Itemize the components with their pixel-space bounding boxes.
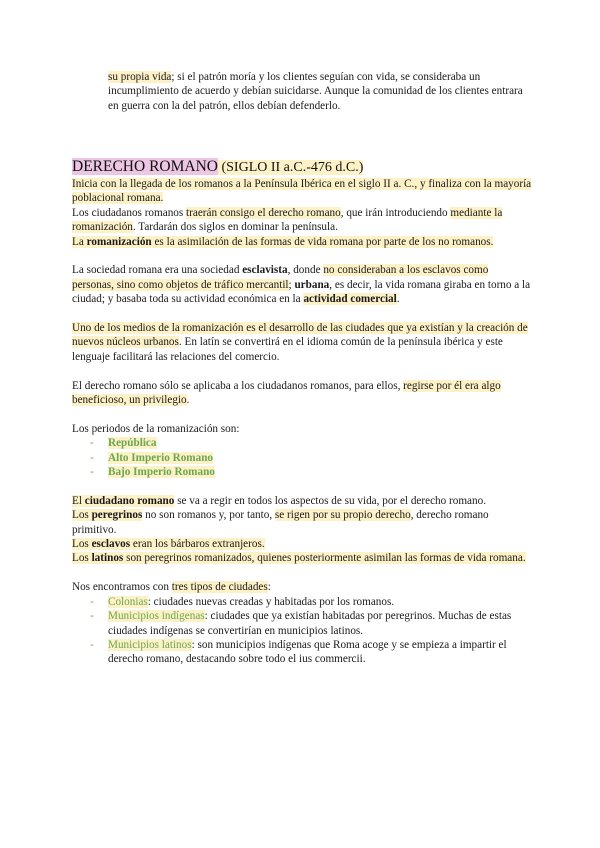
intro-paragraph-2 xyxy=(72,206,532,235)
bold-term: latinos xyxy=(91,552,124,565)
dash-bullet: - xyxy=(90,638,94,651)
dash-bullet: - xyxy=(90,451,94,464)
highlight-text: Los xyxy=(72,509,92,522)
highlight-text: se rigen por su propio derecho xyxy=(274,509,411,522)
text-span: El derecho romano sólo se aplicaba a los ciudadanos romanos, para ellos, xyxy=(72,379,404,392)
bold-term: esclavista xyxy=(242,264,288,277)
ciudadano-paragraph xyxy=(72,494,532,508)
period-alto-imperio: Alto Imperio Romano xyxy=(108,451,214,464)
highlight-text: regirse por él era algo beneficioso, un privilegio xyxy=(72,379,501,407)
text-span: , es decir, la vida romana giraba en torno a la ciudad; y basaba toda su actividad económica en la xyxy=(72,278,531,306)
highlight-text: es la asimilación de las formas de vida romana por parte de los no romanos. xyxy=(151,235,494,248)
text-span: , derecho romano primitivo. xyxy=(72,509,489,536)
intro-paragraph-3 xyxy=(72,235,532,249)
city-type-desc: : ciudades que ya existían habitadas por peregrinos. Muchas de estas ciudades indígenas se convertirían en municipios latinos. xyxy=(108,610,512,637)
highlight-text: su propia vida xyxy=(108,71,172,83)
text-span: . Tardarán dos siglos en dominar la península. xyxy=(132,221,338,234)
list-item xyxy=(90,451,532,465)
text-span: , donde xyxy=(287,264,324,277)
list-item xyxy=(90,436,532,450)
heading-dates: (SIGLO II a.C.-476 d.C.) xyxy=(217,160,364,175)
bold-term: urbana xyxy=(294,278,330,291)
list-item xyxy=(90,595,532,609)
bold-term: romanización xyxy=(86,235,152,248)
highlight-text: mediante la romanización xyxy=(72,206,503,234)
peregrinos-paragraph xyxy=(72,508,532,537)
paragraph-text: ; si el patrón moría y los clientes seguían con vida, se consideraba un incumplimiento de acuerdo y debían suicidarse. Aunque la comunidad de los clientes entrara en guerra con la del patrón, ellos debían defenderlo. xyxy=(108,71,523,112)
text-span: Los ciudadanos romanos xyxy=(72,206,187,219)
periods-intro: Los periodos de la romanización son: xyxy=(72,422,240,435)
bold-term: ciudadano romano xyxy=(84,494,175,507)
dash-bullet: - xyxy=(90,595,94,608)
main-section xyxy=(72,158,532,667)
bold-term: esclavos xyxy=(91,538,131,551)
urbanization-paragraph xyxy=(72,321,532,364)
highlight-text: La xyxy=(72,235,87,248)
esclavos-paragraph xyxy=(72,537,532,551)
highlight-text: no consideraban a los esclavos como personas, sino como objetos de tráfico mercantil xyxy=(72,264,489,291)
latinos-paragraph xyxy=(72,551,532,565)
heading-title: DERECHO ROMANO xyxy=(72,158,218,175)
period-bajo-imperio: Bajo Imperio Romano xyxy=(108,466,215,479)
list-item xyxy=(90,609,532,638)
dash-bullet: - xyxy=(90,610,94,623)
cities-list xyxy=(72,595,532,667)
text-span: . En latín se convertirá en el idioma común de la península ibérica y este lenguaje facilitará las relaciones del comercio. xyxy=(72,336,503,363)
highlight-text: traerán consigo el derecho romano xyxy=(186,206,341,219)
text-span: . xyxy=(396,293,400,306)
city-type-desc: : ciudades nuevas creadas y habitadas por los romanos. xyxy=(147,595,395,608)
dash-bullet: - xyxy=(90,437,94,450)
bold-term: actividad comercial xyxy=(303,293,397,306)
city-type-name: Colonias xyxy=(108,595,148,608)
list-item xyxy=(90,638,532,667)
text-span: se va a regir en todos los aspectos de su vida, por el derecho romano. xyxy=(174,494,486,507)
highlight-text: Uno de los medios de la romanización es el desarrollo de las ciudades que ya existían y la creación de nuevos núcleos urbanos xyxy=(72,322,528,349)
dash-bullet: - xyxy=(90,466,94,479)
cities-intro xyxy=(72,580,532,594)
section-heading xyxy=(72,158,532,177)
text-span: : xyxy=(267,581,271,594)
city-type-name: Municipios indígenas xyxy=(108,610,205,623)
continued-paragraph xyxy=(108,70,528,113)
periods-list xyxy=(72,436,532,479)
continued-text xyxy=(108,70,528,113)
highlight-text: Los xyxy=(72,538,92,551)
period-republica: República xyxy=(108,437,157,450)
highlight-text: eran los bárbaros extranjeros. xyxy=(130,538,265,551)
text-span: , que irán introduciendo xyxy=(340,206,451,219)
bold-term: peregrinos xyxy=(91,509,143,522)
text-span: ; xyxy=(288,278,295,291)
city-type-desc: : son municipios indígenas que Roma acoge y se empieza a impartir el derecho romano, destacando sobre todo el ius commercii. xyxy=(108,638,507,666)
intro-paragraph xyxy=(72,177,532,206)
society-paragraph xyxy=(72,263,532,306)
applies-paragraph xyxy=(72,379,532,408)
city-type-name: Municipios latinos xyxy=(108,638,192,651)
highlight-text: tres tipos de ciudades xyxy=(171,581,268,594)
text-span: no son romanos y, por tanto, xyxy=(142,509,275,522)
text-span: . xyxy=(186,394,190,407)
text-span: La sociedad romana era una sociedad xyxy=(72,264,243,277)
list-item xyxy=(90,465,532,479)
intro-line1: Inicia con la llegada de los romanos a la Península Ibérica en el siglo II a. C., y finaliza con la mayoría poblacional romana. xyxy=(72,178,532,205)
highlight-text: El xyxy=(72,494,85,507)
text-span: Nos encontramos con xyxy=(72,581,172,594)
highlight-text: son peregrinos romanizados, quienes posteriormente asimilan las formas de vida romana. xyxy=(123,552,526,565)
highlight-text: Los xyxy=(72,552,92,565)
